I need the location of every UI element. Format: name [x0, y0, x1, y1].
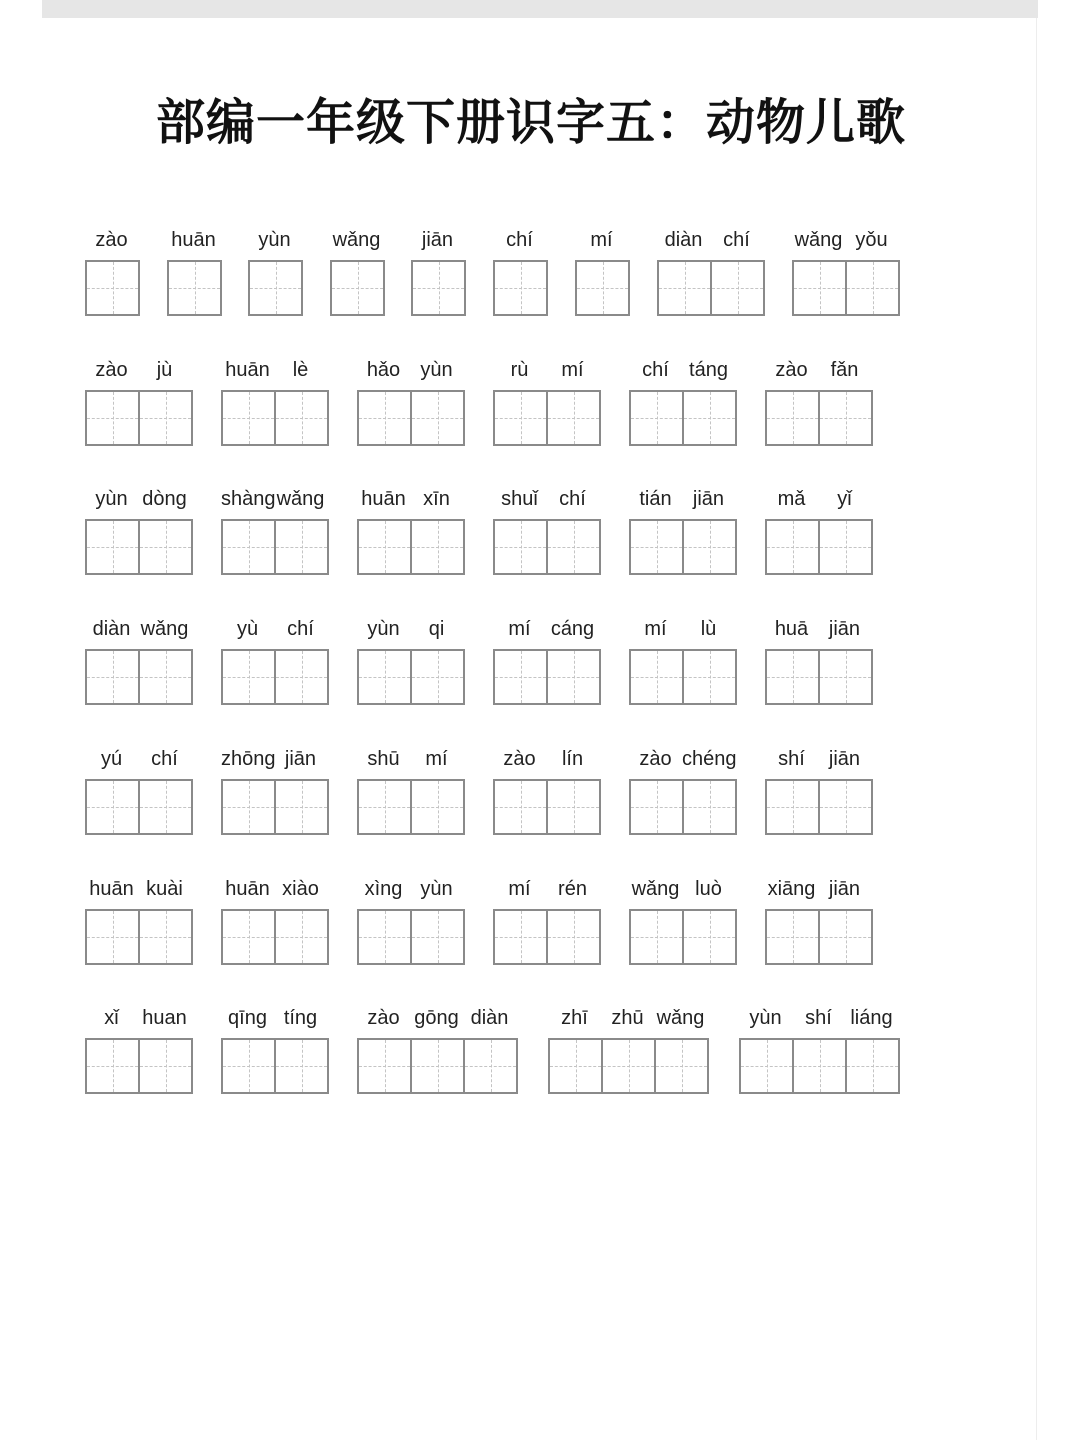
tianzige-cell[interactable] — [274, 1040, 327, 1092]
pinyin-syllable: jiān — [692, 488, 725, 510]
writing-grid — [765, 909, 873, 965]
writing-grid — [629, 519, 737, 575]
pinyin-syllable: xìng — [364, 878, 403, 900]
pinyin-syllable: shuǐ — [501, 488, 538, 510]
pinyin-syllable: yùn — [420, 878, 453, 900]
pinyin-syllable: liáng — [850, 1007, 893, 1029]
writing-grid — [357, 909, 465, 965]
writing-grid — [493, 390, 601, 446]
writing-grid — [221, 390, 329, 446]
writing-grid — [357, 390, 465, 446]
pinyin-syllable: jiān — [284, 748, 317, 770]
tianzige-cell[interactable] — [546, 521, 599, 573]
pinyin-syllable: yù — [236, 618, 259, 640]
tianzige-cell[interactable] — [138, 392, 191, 444]
writing-grid — [221, 1038, 329, 1094]
pinyin-syllable: jiān — [828, 748, 861, 770]
pinyin-syllable: lù — [700, 618, 717, 640]
tianzige-cell[interactable] — [767, 651, 818, 703]
tianzige-cell[interactable] — [631, 651, 682, 703]
pinyin-syllable: qīng — [228, 1007, 267, 1029]
pinyin-syllable: zào — [503, 748, 536, 770]
pinyin-syllable: yùn — [258, 229, 291, 251]
tianzige-cell[interactable] — [546, 781, 599, 833]
tianzige-cell[interactable] — [138, 1040, 191, 1092]
pinyin-syllable: zào — [95, 229, 128, 251]
tianzige-cell[interactable] — [463, 1040, 516, 1092]
pinyin-syllable: huān — [89, 878, 134, 900]
tianzige-cell[interactable] — [654, 1040, 707, 1092]
tianzige-cell[interactable] — [495, 651, 546, 703]
tianzige-cell[interactable] — [250, 262, 301, 314]
writing-grid — [330, 260, 385, 316]
tianzige-cell[interactable] — [87, 521, 138, 573]
tianzige-cell[interactable] — [223, 781, 274, 833]
tianzige-cell[interactable] — [495, 781, 546, 833]
pinyin-syllable: qi — [428, 618, 445, 640]
tianzige-cell[interactable] — [410, 911, 463, 963]
tianzige-cell[interactable] — [845, 1040, 898, 1092]
page-title: 部编一年级下册识字五：动物儿歌 — [155, 94, 906, 151]
writing-grid — [575, 260, 630, 316]
pinyin-syllable: huān — [225, 359, 270, 381]
pinyin-syllable: wǎng — [332, 229, 381, 251]
pinyin-syllable: yùn — [420, 359, 453, 381]
pinyin-syllable: xiào — [282, 878, 319, 900]
pinyin-syllable: zào — [639, 748, 672, 770]
writing-grid — [85, 649, 193, 705]
pinyin-syllable: huān — [361, 488, 406, 510]
tianzige-cell[interactable] — [682, 392, 735, 444]
pinyin-syllable: chí — [723, 229, 750, 251]
pinyin-syllable: diàn — [664, 229, 703, 251]
tianzige-cell[interactable] — [550, 1040, 601, 1092]
tianzige-cell[interactable] — [546, 911, 599, 963]
pinyin-syllable: diàn — [470, 1007, 509, 1029]
tianzige-cell[interactable] — [223, 521, 274, 573]
tianzige-cell[interactable] — [682, 651, 735, 703]
pinyin-syllable: zhōng — [221, 748, 276, 770]
pinyin-syllable: chí — [287, 618, 314, 640]
tianzige-cell[interactable] — [359, 651, 410, 703]
pinyin-syllable: huān — [225, 878, 270, 900]
pinyin-syllable: mǎ — [777, 488, 806, 510]
pinyin-syllable: yǒu — [855, 229, 888, 251]
writing-grid — [357, 779, 465, 835]
tianzige-cell[interactable] — [359, 781, 410, 833]
pinyin-syllable: tián — [639, 488, 672, 510]
writing-grid — [85, 1038, 193, 1094]
pinyin-syllable: cáng — [550, 618, 595, 640]
pinyin-syllable: wǎng — [656, 1007, 705, 1029]
tianzige-cell[interactable] — [546, 651, 599, 703]
pinyin-syllable: huan — [142, 1007, 187, 1029]
tianzige-cell[interactable] — [87, 781, 138, 833]
pinyin-syllable: xiāng — [767, 878, 816, 900]
pinyin-syllable: chéng — [682, 748, 737, 770]
tianzige-cell[interactable] — [767, 911, 818, 963]
tianzige-cell[interactable] — [274, 521, 327, 573]
pinyin-syllable: lín — [561, 748, 584, 770]
tianzige-cell[interactable] — [410, 521, 463, 573]
tianzige-cell[interactable] — [818, 392, 871, 444]
writing-grid — [765, 779, 873, 835]
tianzige-cell[interactable] — [792, 1040, 845, 1092]
pinyin-syllable: rén — [558, 878, 587, 900]
pinyin-syllable: lè — [292, 359, 309, 381]
pinyin-syllable: tíng — [283, 1007, 318, 1029]
tianzige-cell[interactable] — [87, 392, 138, 444]
tianzige-cell[interactable] — [413, 262, 464, 314]
tianzige-cell[interactable] — [223, 1040, 274, 1092]
writing-grid — [221, 909, 329, 965]
pinyin-syllable: yùn — [95, 488, 128, 510]
writing-grid — [221, 519, 329, 575]
writing-grid — [411, 260, 466, 316]
tianzige-cell[interactable] — [359, 911, 410, 963]
writing-grid — [85, 260, 140, 316]
pinyin-syllable: xīn — [423, 488, 450, 510]
pinyin-syllable: mí — [508, 878, 531, 900]
tianzige-cell[interactable] — [818, 651, 871, 703]
tianzige-cell[interactable] — [87, 1040, 138, 1092]
pinyin-syllable: luò — [695, 878, 722, 900]
tianzige-cell[interactable] — [87, 262, 138, 314]
pinyin-syllable: kuài — [146, 878, 183, 900]
tianzige-cell[interactable] — [410, 392, 463, 444]
writing-grid — [85, 390, 193, 446]
tianzige-cell[interactable] — [138, 781, 191, 833]
writing-grid — [629, 390, 737, 446]
pinyin-syllable: mí — [644, 618, 667, 640]
writing-grid — [493, 909, 601, 965]
tianzige-cell[interactable] — [818, 781, 871, 833]
pinyin-syllable: wǎng — [794, 229, 843, 251]
tianzige-cell[interactable] — [682, 911, 735, 963]
tianzige-cell[interactable] — [818, 911, 871, 963]
pinyin-syllable: rù — [510, 359, 529, 381]
pinyin-syllable: táng — [689, 359, 728, 381]
writing-grid — [85, 909, 193, 965]
tianzige-cell[interactable] — [601, 1040, 654, 1092]
tianzige-cell[interactable] — [410, 781, 463, 833]
writing-grid — [739, 1038, 900, 1094]
tianzige-cell[interactable] — [138, 521, 191, 573]
pinyin-syllable: chí — [151, 748, 178, 770]
pinyin-syllable: mí — [590, 229, 613, 251]
tianzige-cell[interactable] — [410, 1040, 463, 1092]
tianzige-cell[interactable] — [87, 911, 138, 963]
pinyin-syllable: diàn — [92, 618, 131, 640]
tianzige-cell[interactable] — [410, 651, 463, 703]
tianzige-cell[interactable] — [359, 1040, 410, 1092]
pinyin-syllable: mí — [425, 748, 448, 770]
tianzige-cell[interactable] — [359, 521, 410, 573]
tianzige-cell[interactable] — [223, 911, 274, 963]
pinyin-syllable: huā — [774, 618, 809, 640]
pinyin-syllable: dòng — [142, 488, 187, 510]
tianzige-cell[interactable] — [631, 781, 682, 833]
pinyin-syllable: jù — [156, 359, 173, 381]
pinyin-syllable: shàng — [221, 488, 276, 510]
writing-grid — [357, 649, 465, 705]
writing-grid — [629, 649, 737, 705]
tianzige-cell[interactable] — [359, 392, 410, 444]
tianzige-cell[interactable] — [767, 392, 818, 444]
writing-grid — [493, 649, 601, 705]
tianzige-cell[interactable] — [138, 651, 191, 703]
pinyin-syllable: shū — [367, 748, 400, 770]
pinyin-syllable: mí — [508, 618, 531, 640]
tianzige-cell[interactable] — [767, 521, 818, 573]
pinyin-syllable: zào — [775, 359, 808, 381]
writing-grid — [765, 519, 873, 575]
writing-grid — [657, 260, 765, 316]
writing-grid — [357, 519, 465, 575]
tianzige-cell[interactable] — [631, 392, 682, 444]
writing-grid — [167, 260, 222, 316]
pinyin-syllable: mí — [561, 359, 584, 381]
pinyin-syllable: yùn — [749, 1007, 782, 1029]
pinyin-syllable: chí — [642, 359, 669, 381]
tianzige-cell[interactable] — [767, 781, 818, 833]
writing-grid — [765, 649, 873, 705]
pinyin-syllable: huān — [171, 229, 216, 251]
pinyin-syllable: chí — [559, 488, 586, 510]
pinyin-syllable: jiān — [828, 878, 861, 900]
tianzige-cell[interactable] — [631, 911, 682, 963]
pinyin-syllable: zhū — [611, 1007, 644, 1029]
pinyin-syllable: hǎo — [366, 359, 401, 381]
pinyin-syllable: fǎn — [830, 359, 859, 381]
pinyin-syllable: jiān — [828, 618, 861, 640]
tianzige-cell[interactable] — [495, 262, 546, 314]
tianzige-cell[interactable] — [223, 392, 274, 444]
pinyin-syllable: gōng — [414, 1007, 459, 1029]
tianzige-cell[interactable] — [274, 392, 327, 444]
pinyin-syllable: zào — [367, 1007, 400, 1029]
pinyin-syllable: zào — [95, 359, 128, 381]
pinyin-syllable: chí — [506, 229, 533, 251]
writing-grid — [493, 519, 601, 575]
writing-grid — [629, 779, 737, 835]
tianzige-cell[interactable] — [682, 521, 735, 573]
tianzige-cell[interactable] — [223, 651, 274, 703]
pinyin-syllable: yú — [100, 748, 123, 770]
tianzige-cell[interactable] — [169, 262, 220, 314]
writing-grid — [629, 909, 737, 965]
writing-grid — [85, 779, 193, 835]
writing-grid — [357, 1038, 518, 1094]
tianzige-cell[interactable] — [495, 521, 546, 573]
writing-grid — [548, 1038, 709, 1094]
tianzige-cell[interactable] — [631, 521, 682, 573]
pinyin-syllable: shí — [778, 748, 805, 770]
pinyin-syllable: jiān — [421, 229, 454, 251]
writing-grid — [792, 260, 900, 316]
pinyin-syllable: wǎng — [276, 488, 325, 510]
writing-grid — [221, 649, 329, 705]
tianzige-cell[interactable] — [274, 781, 327, 833]
writing-grid — [248, 260, 303, 316]
tianzige-cell[interactable] — [138, 911, 191, 963]
tianzige-cell[interactable] — [818, 521, 871, 573]
tianzige-cell[interactable] — [741, 1040, 792, 1092]
tianzige-cell[interactable] — [659, 262, 710, 314]
tianzige-cell[interactable] — [274, 651, 327, 703]
writing-grid — [493, 260, 548, 316]
tianzige-cell[interactable] — [495, 392, 546, 444]
pinyin-syllable: wǎng — [631, 878, 680, 900]
tianzige-cell[interactable] — [794, 262, 845, 314]
tianzige-cell[interactable] — [332, 262, 383, 314]
writing-grid — [221, 779, 329, 835]
pinyin-syllable: wǎng — [140, 618, 189, 640]
pinyin-syllable: yǐ — [837, 488, 852, 510]
pinyin-syllable: yùn — [367, 618, 400, 640]
pinyin-syllable: shí — [805, 1007, 832, 1029]
writing-grid — [765, 390, 873, 446]
tianzige-cell[interactable] — [710, 262, 763, 314]
pinyin-syllable: zhī — [561, 1007, 588, 1029]
tianzige-cell[interactable] — [845, 262, 898, 314]
pinyin-syllable: xǐ — [104, 1007, 119, 1029]
writing-grid — [493, 779, 601, 835]
tianzige-cell[interactable] — [682, 781, 735, 833]
tianzige-cell[interactable] — [274, 911, 327, 963]
tianzige-cell[interactable] — [495, 911, 546, 963]
writing-grid — [85, 519, 193, 575]
tianzige-cell[interactable] — [87, 651, 138, 703]
tianzige-cell[interactable] — [546, 392, 599, 444]
tianzige-cell[interactable] — [577, 262, 628, 314]
